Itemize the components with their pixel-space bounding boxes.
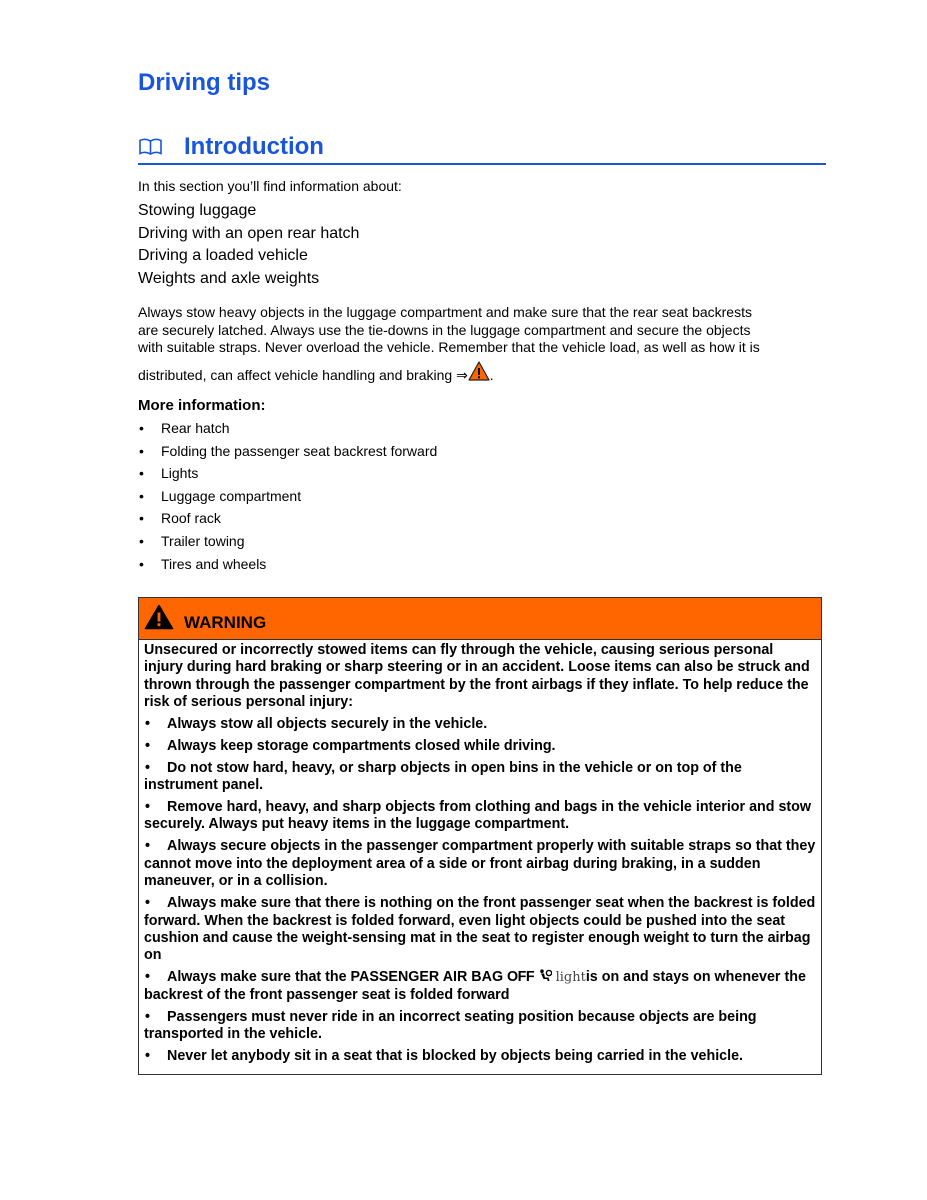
warning-item <box>144 1009 816 1044</box>
more-info-link[interactable]: Rear hatch <box>161 420 230 436</box>
warning-triangle-icon <box>144 604 174 630</box>
body-line: distributed, can affect vehicle handling and braking ⇒ <box>138 366 468 383</box>
topic-item: Weights and axle weights <box>138 269 320 287</box>
bullet: • <box>145 969 151 986</box>
bullet: • <box>139 442 144 459</box>
more-info-item[interactable] <box>138 485 437 508</box>
bullet: • <box>145 895 151 912</box>
bullet: • <box>139 420 144 436</box>
bullet: • <box>139 532 144 549</box>
bullet: • <box>145 737 151 754</box>
warning-item-text: is on and stays on whenever the backrest of the front passenger seat is folded forward <box>144 969 806 1003</box>
bullet: • <box>145 1008 151 1025</box>
section-header <box>138 130 826 165</box>
more-info-link[interactable]: Roof rack <box>161 510 221 527</box>
bullet: • <box>139 510 144 527</box>
warning-item <box>144 1048 816 1065</box>
warning-item <box>144 738 816 755</box>
bullet: • <box>139 465 144 482</box>
section-title: Introduction <box>184 133 324 160</box>
body-line: with suitable straps. Never overload the vehicle. Remember that the vehicle load, as well as how it is <box>138 339 760 355</box>
warning-item-text: Always secure objects in the passenger compartment properly with suitable straps so that they cannot move into the deployment area of a side or front airbag during braking, in a sudden maneuver, or in a collision. <box>144 838 816 890</box>
more-info-item[interactable] <box>138 507 437 530</box>
warning-item <box>144 799 816 834</box>
warning-item-text: Do not stow hard, heavy, or sharp objects in open bins in the vehicle or on top of the instrument panel. <box>144 759 742 794</box>
more-info-item[interactable] <box>138 417 437 440</box>
body-line: Always stow heavy objects in the luggage compartment and make sure that the rear seat backrests <box>138 304 752 320</box>
more-info-heading: More information: <box>138 397 266 414</box>
body-line: are securely latched. Always use the tie-downs in the luggage compartment and secure the objects <box>138 321 751 338</box>
warning-item-text: Always make sure that the PASSENGER AIR BAG <box>167 969 508 986</box>
warning-triangle-icon[interactable] <box>468 361 490 381</box>
warning-body <box>139 640 821 1066</box>
warning-intro: Unsecured or incorrectly stowed items can fly through the vehicle, causing serious personal injury during hard braking or sharp steering or in an accident. Loose items can also be struck and thrown through the passenger compartment by the front airbags if they inflate. To help reduce the risk of serious personal injury: <box>144 642 810 711</box>
warning-item-text: Always stow all objects securely in the vehicle. <box>167 715 488 732</box>
warning-item-text: Never let anybody sit in a seat that is blocked by objects being carried in the vehicle. <box>167 1048 744 1065</box>
open-book-icon <box>139 138 162 156</box>
bullet: • <box>139 555 144 572</box>
more-info-item[interactable] <box>138 462 437 485</box>
more-info-list <box>138 417 437 575</box>
airbag-off-indicator-icon: OFF <box>507 969 552 985</box>
body-paragraph <box>138 304 818 388</box>
bullet: • <box>145 715 151 732</box>
warning-item <box>144 716 816 733</box>
topic-item: Driving a loaded vehicle <box>138 247 308 265</box>
bullet: • <box>139 487 144 504</box>
more-info-item[interactable] <box>138 530 437 553</box>
topic-list <box>138 200 359 290</box>
body-line-end: . <box>489 366 494 383</box>
warning-label: WARNING <box>184 613 267 632</box>
body-line-last <box>138 361 818 388</box>
more-info-link[interactable]: Tires and wheels <box>161 555 267 572</box>
warning-item-text: Remove hard, heavy, and sharp objects from clothing and bags in the vehicle interior and stow securely. Always put heavy items in the luggage compartment. <box>144 799 812 833</box>
warning-item <box>144 838 816 890</box>
more-info-link[interactable]: Lights <box>161 465 199 482</box>
topic-item: Driving with an open rear hatch <box>138 224 360 242</box>
more-info-item[interactable] <box>138 440 437 463</box>
chapter-title: Driving tips <box>138 69 271 96</box>
more-info-link[interactable]: Luggage compartment <box>161 487 302 504</box>
topic-item: Stowing luggage <box>138 202 257 219</box>
bullet: • <box>145 1048 151 1065</box>
bullet: • <box>145 799 151 816</box>
bullet: • <box>145 838 151 855</box>
more-info-link[interactable]: Trailer towing <box>161 532 245 549</box>
more-info-item[interactable] <box>138 553 437 576</box>
warning-header <box>139 598 821 640</box>
light-word: light <box>555 970 586 986</box>
intro-text: In this section you’ll find information about: <box>138 178 402 194</box>
warning-item-text: Passengers must never ride in an incorrect seating position because objects are being transported in the vehicle. <box>144 1008 757 1043</box>
warning-item-text: Always keep storage compartments closed while driving. <box>167 737 556 754</box>
warning-item-airbag <box>144 969 816 1004</box>
warning-box <box>138 597 822 1075</box>
warning-item <box>144 760 816 795</box>
warning-item-text: Always make sure that there is nothing on the front passenger seat when the backrest is folded forward. When the backrest is folded forward, even light objects could be pushed into the seat cushion and cause the weight-sensing mat in the seat to register enough weight to turn the airbag on <box>144 895 816 964</box>
bullet: • <box>145 759 151 776</box>
more-info-link[interactable]: Folding the passenger seat backrest forward <box>161 442 438 459</box>
warning-item <box>144 895 816 965</box>
